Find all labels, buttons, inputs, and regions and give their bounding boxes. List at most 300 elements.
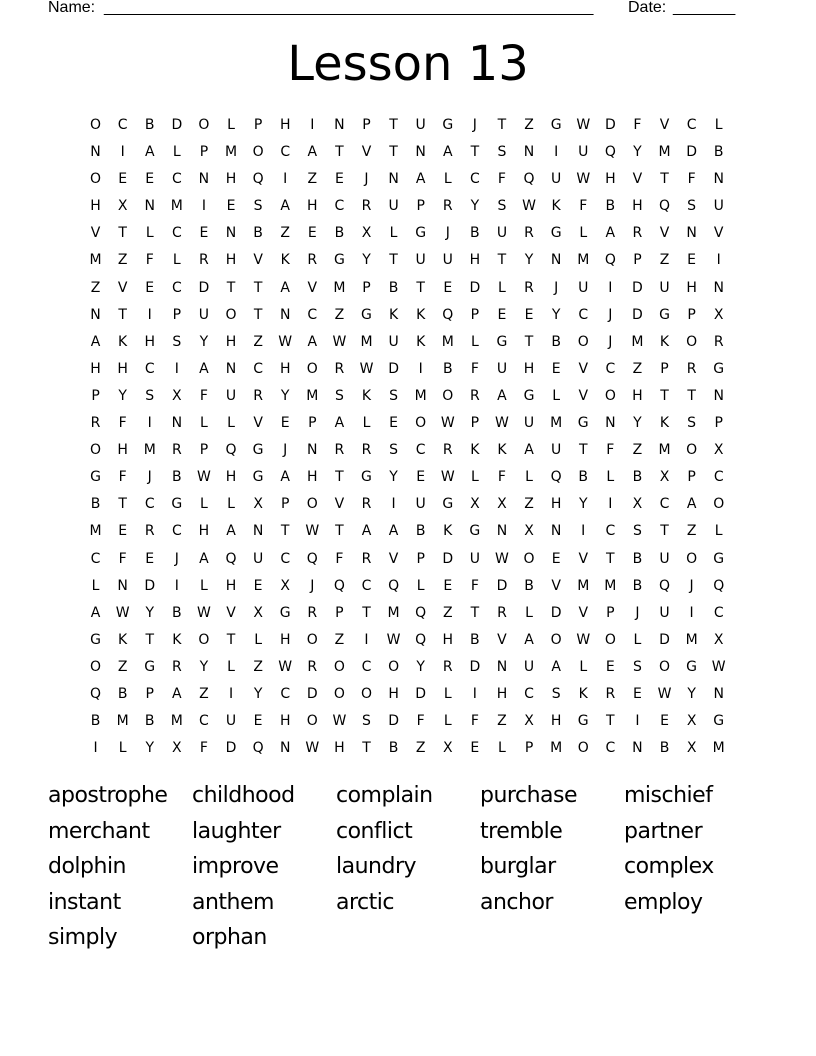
grid-letter[interactable]: Y — [199, 333, 209, 350]
grid-letter[interactable]: J — [635, 604, 640, 621]
grid-letter[interactable]: S — [687, 415, 697, 432]
grid-letter[interactable]: T — [362, 604, 371, 621]
grid-letter[interactable]: U — [496, 360, 508, 377]
grid-letter[interactable]: M — [658, 144, 671, 161]
grid-letter[interactable]: U — [551, 171, 562, 188]
grid-letter[interactable]: T — [660, 523, 669, 540]
grid-letter[interactable]: L — [470, 469, 479, 486]
grid-letter[interactable]: X — [172, 387, 182, 404]
grid-letter[interactable]: Z — [117, 658, 128, 675]
grid-letter[interactable]: U — [551, 442, 562, 459]
grid-letter[interactable]: Y — [280, 387, 290, 404]
grid-letter[interactable]: G — [333, 252, 345, 269]
grid-letter[interactable]: J — [554, 279, 559, 296]
grid-letter[interactable]: X — [686, 713, 697, 730]
grid-letter[interactable]: O — [333, 658, 345, 675]
grid-letter[interactable]: R — [497, 604, 507, 621]
grid-letter[interactable]: R — [199, 252, 209, 269]
grid-letter[interactable]: E — [118, 523, 128, 540]
grid-letter[interactable]: C — [171, 171, 182, 188]
grid-letter[interactable]: P — [199, 144, 209, 161]
grid-letter[interactable]: A — [90, 333, 101, 350]
grid-letter[interactable]: H — [469, 252, 481, 269]
grid-letter[interactable]: G — [90, 469, 101, 486]
grid-letter[interactable]: P — [280, 496, 290, 513]
grid-letter[interactable]: M — [441, 333, 454, 350]
grid-letter[interactable]: X — [361, 225, 372, 242]
grid-letter[interactable]: O — [577, 740, 589, 757]
grid-letter[interactable]: A — [280, 469, 290, 486]
grid-letter[interactable]: T — [118, 225, 127, 242]
grid-letter[interactable]: L — [552, 387, 561, 404]
grid-letter[interactable]: W — [386, 631, 401, 648]
grid-letter[interactable]: V — [551, 577, 561, 594]
grid-letter[interactable]: E — [687, 252, 697, 269]
grid-letter[interactable]: N — [713, 387, 724, 404]
grid-letter[interactable]: O — [550, 631, 562, 648]
grid-letter[interactable]: N — [388, 171, 399, 188]
grid-letter[interactable]: L — [172, 144, 181, 161]
grid-letter[interactable]: A — [172, 685, 182, 702]
grid-letter[interactable]: J — [364, 171, 369, 188]
grid-letter[interactable]: Y — [145, 604, 155, 621]
grid-letter[interactable]: W — [197, 604, 211, 621]
grid-letter[interactable]: U — [442, 252, 453, 269]
grid-letter[interactable]: S — [687, 198, 697, 215]
grid-letter[interactable]: W — [278, 658, 293, 675]
grid-letter[interactable]: W — [332, 713, 347, 730]
grid-letter[interactable]: I — [716, 252, 721, 269]
grid-letter[interactable]: O — [415, 415, 427, 432]
grid-letter[interactable]: G — [577, 415, 589, 432]
grid-letter[interactable]: V — [578, 550, 589, 567]
grid-letter[interactable]: P — [172, 306, 182, 323]
grid-letter[interactable]: H — [442, 631, 454, 648]
grid-letter[interactable]: T — [470, 144, 480, 161]
grid-letter[interactable]: E — [389, 415, 398, 432]
grid-letter[interactable]: W — [440, 469, 455, 486]
grid-letter[interactable]: R — [90, 415, 101, 432]
grid-letter[interactable]: F — [199, 387, 208, 404]
grid-letter[interactable]: T — [335, 469, 344, 486]
grid-letter[interactable]: U — [578, 279, 589, 296]
grid-letter[interactable]: E — [334, 171, 344, 188]
grid-letter[interactable]: W — [576, 631, 591, 648]
grid-letter[interactable]: H — [550, 496, 562, 513]
grid-letter[interactable]: R — [361, 496, 372, 513]
grid-letter[interactable]: C — [605, 360, 616, 377]
grid-letter[interactable]: O — [686, 442, 698, 459]
grid-letter[interactable]: T — [118, 496, 127, 513]
grid-letter[interactable]: N — [523, 144, 535, 161]
grid-letter[interactable]: C — [90, 550, 101, 567]
grid-letter[interactable]: X — [713, 442, 724, 459]
grid-letter[interactable]: P — [470, 306, 480, 323]
grid-letter[interactable]: G — [415, 225, 427, 242]
grid-letter[interactable]: V — [713, 225, 724, 242]
grid-letter[interactable]: O — [90, 117, 102, 133]
grid-letter[interactable]: V — [388, 550, 399, 567]
grid-letter[interactable]: N — [632, 740, 643, 757]
grid-letter[interactable]: B — [90, 713, 101, 730]
grid-letter[interactable]: L — [200, 415, 208, 432]
grid-letter[interactable]: H — [388, 685, 399, 702]
grid-letter[interactable]: K — [551, 198, 561, 215]
grid-letter[interactable]: P — [470, 415, 480, 432]
grid-letter[interactable]: O — [388, 658, 400, 675]
grid-letter[interactable]: H — [144, 333, 155, 350]
grid-letter[interactable]: U — [659, 550, 670, 567]
grid-letter[interactable]: P — [687, 469, 696, 486]
grid-letter[interactable]: I — [201, 198, 206, 215]
grid-letter[interactable]: B — [388, 279, 399, 296]
grid-letter[interactable]: Y — [362, 252, 371, 269]
grid-letter[interactable]: G — [90, 631, 101, 648]
grid-letter[interactable]: Z — [334, 631, 345, 648]
grid-letter[interactable]: J — [174, 550, 179, 567]
grid-letter[interactable]: D — [388, 360, 399, 377]
grid-letter[interactable]: H — [523, 360, 535, 377]
grid-letter[interactable]: R — [144, 523, 155, 540]
grid-letter[interactable]: U — [659, 604, 670, 621]
grid-letter[interactable]: A — [686, 496, 697, 513]
grid-letter[interactable]: D — [306, 685, 318, 702]
grid-letter[interactable]: E — [145, 171, 155, 188]
grid-letter[interactable]: I — [174, 577, 179, 594]
grid-letter[interactable]: Q — [225, 550, 237, 567]
grid-letter[interactable]: N — [90, 306, 101, 323]
grid-letter[interactable]: E — [470, 740, 480, 757]
grid-letter[interactable]: K — [361, 387, 372, 404]
grid-letter[interactable]: K — [118, 333, 128, 350]
grid-letter[interactable]: H — [225, 333, 237, 350]
grid-letter[interactable]: F — [497, 469, 506, 486]
grid-letter[interactable]: C — [686, 117, 697, 133]
grid-letter[interactable]: G — [252, 442, 264, 459]
grid-letter[interactable]: P — [524, 740, 534, 757]
grid-letter[interactable]: F — [687, 171, 696, 188]
grid-letter[interactable]: T — [335, 523, 344, 540]
grid-letter[interactable]: H — [279, 360, 291, 377]
grid-letter[interactable]: E — [307, 225, 317, 242]
grid-letter[interactable]: X — [442, 740, 453, 757]
grid-letter[interactable]: P — [714, 415, 723, 432]
grid-letter[interactable]: U — [496, 225, 508, 242]
grid-letter[interactable]: V — [659, 225, 670, 242]
grid-letter[interactable]: U — [225, 713, 237, 730]
grid-letter[interactable]: W — [278, 333, 293, 350]
grid-letter[interactable]: L — [227, 117, 235, 133]
grid-letter[interactable]: B — [388, 740, 399, 757]
grid-letter[interactable]: L — [470, 333, 479, 350]
grid-letter[interactable]: Y — [687, 685, 696, 702]
grid-letter[interactable]: P — [335, 604, 344, 621]
grid-letter[interactable]: N — [334, 117, 345, 133]
grid-letter[interactable]: J — [147, 469, 152, 486]
grid-letter[interactable]: G — [279, 604, 291, 621]
grid-letter[interactable]: K — [172, 631, 182, 648]
grid-letter[interactable]: B — [172, 469, 182, 486]
grid-letter[interactable]: R — [361, 198, 372, 215]
grid-letter[interactable]: O — [604, 631, 616, 648]
grid-letter[interactable]: V — [659, 117, 670, 133]
grid-letter[interactable]: T — [606, 713, 615, 730]
grid-letter[interactable]: N — [307, 442, 318, 459]
grid-letter[interactable]: R — [334, 360, 345, 377]
grid-letter[interactable]: O — [225, 306, 237, 323]
grid-letter[interactable]: C — [713, 469, 724, 486]
grid-letter[interactable]: X — [253, 604, 263, 621]
grid-letter[interactable]: V — [578, 387, 589, 404]
grid-letter[interactable]: M — [360, 333, 373, 350]
grid-letter[interactable]: J — [283, 442, 288, 459]
grid-letter[interactable]: P — [660, 360, 669, 377]
grid-letter[interactable]: X — [713, 306, 724, 323]
grid-letter[interactable]: J — [472, 117, 477, 133]
grid-letter[interactable]: K — [280, 252, 290, 269]
grid-letter[interactable]: L — [91, 577, 100, 594]
grid-letter[interactable]: C — [578, 306, 589, 323]
grid-letter[interactable]: C — [605, 740, 616, 757]
grid-letter[interactable]: F — [118, 415, 127, 432]
grid-letter[interactable]: T — [660, 171, 669, 188]
grid-letter[interactable]: R — [253, 387, 263, 404]
grid-letter[interactable]: A — [144, 144, 155, 161]
grid-letter[interactable]: D — [442, 550, 454, 567]
grid-letter[interactable]: Q — [252, 171, 264, 188]
grid-letter[interactable]: P — [416, 550, 425, 567]
grid-letter[interactable]: A — [388, 523, 399, 540]
grid-letter[interactable]: Z — [199, 685, 209, 702]
grid-letter[interactable]: C — [524, 685, 534, 702]
grid-letter[interactable]: I — [174, 360, 179, 377]
grid-letter[interactable]: R — [307, 658, 318, 675]
grid-letter[interactable]: F — [633, 117, 642, 133]
grid-letter[interactable]: A — [90, 604, 101, 621]
grid-letter[interactable]: F — [497, 171, 506, 188]
grid-letter[interactable]: E — [660, 713, 669, 730]
grid-letter[interactable]: E — [118, 171, 128, 188]
grid-letter[interactable]: W — [576, 171, 591, 188]
grid-letter[interactable]: N — [252, 523, 264, 540]
grid-letter[interactable]: U — [578, 144, 589, 161]
grid-letter[interactable]: A — [334, 415, 345, 432]
grid-letter[interactable]: P — [308, 415, 317, 432]
grid-letter[interactable]: G — [713, 360, 725, 377]
grid-letter[interactable]: H — [90, 198, 101, 215]
grid-letter[interactable]: D — [469, 279, 481, 296]
grid-letter[interactable]: O — [90, 442, 102, 459]
grid-letter[interactable]: C — [361, 577, 372, 594]
grid-letter[interactable]: B — [578, 469, 589, 486]
grid-letter[interactable]: A — [442, 144, 453, 161]
grid-letter[interactable]: Z — [442, 604, 453, 621]
grid-letter[interactable]: W — [522, 198, 536, 215]
grid-letter[interactable]: O — [659, 658, 671, 675]
grid-letter[interactable]: D — [171, 117, 183, 133]
grid-letter[interactable]: K — [470, 442, 480, 459]
grid-letter[interactable]: B — [632, 577, 643, 594]
grid-letter[interactable]: G — [496, 333, 508, 350]
grid-letter[interactable]: I — [472, 685, 477, 702]
grid-letter[interactable]: M — [170, 198, 183, 215]
grid-letter[interactable]: E — [632, 685, 642, 702]
grid-letter[interactable]: Z — [524, 496, 534, 513]
grid-letter[interactable]: E — [551, 360, 561, 377]
grid-letter[interactable]: U — [388, 198, 399, 215]
grid-letter[interactable]: X — [470, 496, 480, 513]
grid-letter[interactable]: G — [550, 117, 562, 133]
grid-letter[interactable]: G — [713, 713, 725, 730]
grid-letter[interactable]: P — [606, 604, 615, 621]
grid-letter[interactable]: L — [416, 577, 425, 594]
grid-letter[interactable]: B — [172, 604, 182, 621]
grid-letter[interactable]: N — [713, 171, 724, 188]
grid-letter[interactable]: U — [415, 117, 426, 133]
grid-letter[interactable]: Q — [442, 306, 454, 323]
grid-letter[interactable]: J — [608, 333, 613, 350]
grid-letter[interactable]: M — [550, 415, 563, 432]
grid-letter[interactable]: L — [118, 740, 127, 757]
grid-letter[interactable]: V — [117, 279, 128, 296]
grid-letter[interactable]: K — [443, 523, 453, 540]
grid-letter[interactable]: I — [608, 496, 613, 513]
grid-letter[interactable]: T — [687, 387, 696, 404]
grid-letter[interactable]: U — [252, 550, 264, 567]
grid-letter[interactable]: H — [605, 171, 616, 188]
grid-letter[interactable]: N — [415, 144, 426, 161]
grid-letter[interactable]: C — [307, 306, 318, 323]
grid-letter[interactable]: N — [605, 415, 616, 432]
grid-letter[interactable]: O — [333, 685, 345, 702]
grid-letter[interactable]: E — [226, 198, 236, 215]
grid-letter[interactable]: R — [632, 225, 643, 242]
grid-letter[interactable]: I — [310, 117, 315, 133]
grid-letter[interactable]: W — [115, 604, 130, 621]
grid-letter[interactable]: I — [689, 604, 694, 621]
grid-letter[interactable]: U — [198, 306, 210, 323]
grid-letter[interactable]: R — [442, 658, 453, 675]
grid-letter[interactable]: S — [253, 198, 263, 215]
grid-letter[interactable]: E — [145, 550, 155, 567]
grid-letter[interactable]: R — [307, 604, 318, 621]
grid-letter[interactable]: S — [172, 333, 182, 350]
grid-letter[interactable]: X — [659, 469, 670, 486]
grid-letter[interactable]: W — [576, 117, 591, 133]
grid-letter[interactable]: O — [306, 360, 318, 377]
grid-letter[interactable]: C — [171, 225, 182, 242]
grid-letter[interactable]: V — [632, 171, 643, 188]
grid-letter[interactable]: L — [579, 658, 588, 675]
grid-letter[interactable]: I — [228, 685, 234, 702]
grid-letter[interactable]: C — [713, 604, 724, 621]
grid-letter[interactable]: V — [253, 252, 263, 269]
grid-letter[interactable]: V — [497, 631, 507, 648]
grid-letter[interactable]: H — [550, 713, 562, 730]
grid-letter[interactable]: L — [633, 631, 642, 648]
grid-letter[interactable]: R — [307, 252, 318, 269]
grid-letter[interactable]: D — [388, 713, 399, 730]
grid-letter[interactable]: L — [200, 577, 208, 594]
grid-letter[interactable]: P — [253, 117, 263, 133]
grid-letter[interactable]: R — [442, 442, 453, 459]
grid-letter[interactable]: F — [470, 713, 479, 730]
grid-letter[interactable]: I — [554, 144, 559, 161]
grid-letter[interactable]: B — [144, 713, 155, 730]
grid-letter[interactable]: O — [686, 333, 698, 350]
grid-letter[interactable]: E — [199, 225, 209, 242]
grid-letter[interactable]: I — [93, 740, 98, 757]
grid-letter[interactable]: J — [310, 577, 315, 594]
grid-letter[interactable]: C — [280, 144, 291, 161]
grid-letter[interactable]: G — [361, 469, 372, 486]
grid-letter[interactable]: H — [117, 442, 128, 459]
grid-letter[interactable]: E — [497, 306, 507, 323]
grid-letter[interactable]: H — [307, 198, 318, 215]
grid-letter[interactable]: G — [686, 658, 698, 675]
grid-letter[interactable]: H — [279, 117, 291, 133]
grid-letter[interactable]: Q — [90, 685, 102, 702]
grid-letter[interactable]: H — [225, 577, 237, 594]
grid-letter[interactable]: D — [686, 144, 697, 161]
grid-letter[interactable]: C — [334, 198, 345, 215]
grid-letter[interactable]: W — [657, 685, 672, 702]
grid-letter[interactable]: B — [524, 577, 534, 594]
grid-letter[interactable]: Y — [633, 415, 642, 432]
grid-letter[interactable]: R — [361, 442, 372, 459]
grid-letter[interactable]: T — [578, 442, 588, 459]
grid-letter[interactable]: D — [225, 740, 237, 757]
grid-letter[interactable]: L — [443, 685, 452, 702]
grid-letter[interactable]: F — [470, 360, 479, 377]
grid-letter[interactable]: X — [524, 713, 534, 730]
grid-letter[interactable]: T — [660, 387, 669, 404]
grid-letter[interactable]: W — [440, 415, 455, 432]
grid-letter[interactable]: Q — [659, 577, 671, 594]
grid-letter[interactable]: Z — [686, 523, 697, 540]
grid-letter[interactable]: Z — [334, 306, 345, 323]
grid-letter[interactable]: X — [280, 577, 290, 594]
grid-letter[interactable]: E — [443, 279, 453, 296]
grid-letter[interactable]: B — [334, 225, 345, 242]
grid-letter[interactable]: G — [469, 523, 481, 540]
grid-letter[interactable]: N — [279, 306, 291, 323]
grid-letter[interactable]: F — [470, 577, 479, 594]
grid-letter[interactable]: H — [686, 279, 697, 296]
grid-letter[interactable]: M — [143, 442, 156, 459]
grid-letter[interactable]: S — [497, 144, 507, 161]
grid-letter[interactable]: Y — [524, 252, 534, 269]
grid-letter[interactable]: L — [443, 713, 452, 730]
grid-letter[interactable]: H — [225, 469, 237, 486]
grid-letter[interactable]: T — [497, 252, 507, 269]
grid-letter[interactable]: M — [387, 604, 400, 621]
grid-letter[interactable]: N — [225, 225, 237, 242]
grid-letter[interactable]: O — [198, 117, 210, 133]
grid-letter[interactable]: K — [659, 333, 670, 350]
grid-letter[interactable]: P — [416, 198, 425, 215]
grid-letter[interactable]: T — [606, 550, 615, 567]
grid-letter[interactable]: C — [199, 713, 209, 730]
grid-letter[interactable]: Y — [416, 658, 425, 675]
grid-letter[interactable]: X — [172, 740, 182, 757]
grid-letter[interactable]: B — [605, 198, 616, 215]
grid-letter[interactable]: I — [364, 631, 369, 648]
grid-letter[interactable]: S — [389, 442, 399, 459]
grid-letter[interactable]: I — [391, 496, 396, 513]
grid-letter[interactable]: N — [90, 144, 101, 161]
grid-letter[interactable]: H — [496, 685, 508, 702]
